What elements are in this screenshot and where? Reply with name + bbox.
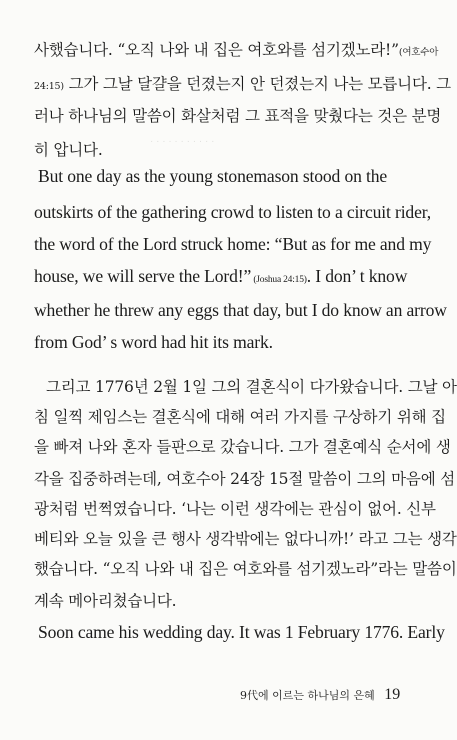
- text-segment: 했습니다. “오직 나와 내 집은 여호와를 섬기겠노라”라는 말씀이: [34, 560, 457, 578]
- text-segment: house, we will serve the Lord!”: [34, 266, 252, 286]
- text-segment: from God’ s word had hit its mark.: [34, 332, 273, 352]
- text-line: [34, 234, 434, 255]
- text-segment: 러나 하나님의 말씀이 화살처럼 그 표적을 맞췄다는 것은 분명: [34, 107, 442, 125]
- text-line: [34, 38, 439, 60]
- text-segment: outskirts of the gathering crowd to listen to a circuit rider,: [34, 202, 431, 222]
- text-segment: . I don’ t know: [306, 266, 408, 286]
- running-title: 9代에 이르는 하나님의 은혜: [240, 689, 375, 702]
- text-line: [34, 557, 457, 579]
- text-segment: But one day as the young stonemason stood on the: [38, 166, 388, 186]
- text-line: [34, 497, 434, 519]
- text-segment: the word of the Lord struck home: “But as for me and my: [34, 234, 432, 254]
- text-line: [34, 202, 434, 223]
- text-line: [34, 300, 447, 321]
- text-segment: 그리고 1776년 2월 1일 그의 결혼식이 다가왔습니다. 그날 아: [46, 378, 457, 396]
- text-line: [38, 166, 438, 187]
- text-line: [34, 405, 446, 427]
- text-line: [34, 332, 434, 353]
- text-line: [38, 622, 445, 643]
- text-line: [34, 266, 434, 287]
- text-line: [34, 435, 451, 457]
- show-through-text: · · · · · · · · · · ·: [150, 136, 215, 147]
- text-line: [34, 589, 434, 611]
- scripture-reference: (Joshua 24:15): [251, 275, 307, 285]
- text-line: [34, 467, 455, 489]
- text-segment: 베티와 오늘 있을 큰 행사 생각밖에는 없다니까!’ 라고 그는 생각: [34, 530, 457, 548]
- text-segment: 사했습니다. “오직 나와 내 집은 여호와를 섬기겠노라!”: [34, 41, 399, 59]
- text-segment: 을 빠져 나와 혼자 들판으로 갔습니다. 그가 결혼예식 순서에 생: [34, 438, 451, 456]
- text-line: [34, 72, 451, 94]
- page-footer: [240, 686, 440, 704]
- text-segment: 각을 집중하려는데, 여호수아 24장 15절 말씀이 그의 마음에 섬: [34, 470, 455, 488]
- text-line: [34, 104, 442, 126]
- page-number: 19: [384, 686, 401, 703]
- text-segment: 히 압니다.: [34, 141, 103, 159]
- scripture-reference: 24:15): [34, 81, 64, 92]
- text-segment: 광처럼 번쩍였습니다. ‘나는 이런 생각에는 관심이 없어. 신부: [34, 500, 436, 518]
- text-segment: 침 일찍 제임스는 결혼식에 대해 여러 가지를 구상하기 위해 집: [34, 408, 446, 426]
- scripture-reference: (여호수아: [398, 47, 439, 58]
- text-segment: whether he threw any eggs that day, but I do know an arrow: [34, 300, 447, 320]
- text-line: [34, 527, 457, 549]
- text-segment: Soon came his wedding day. It was 1 February 1776. Early: [38, 622, 445, 642]
- text-segment: 계속 메아리쳤습니다.: [34, 592, 177, 610]
- text-line: [34, 138, 434, 160]
- text-segment: 그가 그날 달걀을 던졌는지 안 던졌는지 나는 모릅니다. 그: [63, 75, 451, 93]
- text-line: [46, 375, 457, 397]
